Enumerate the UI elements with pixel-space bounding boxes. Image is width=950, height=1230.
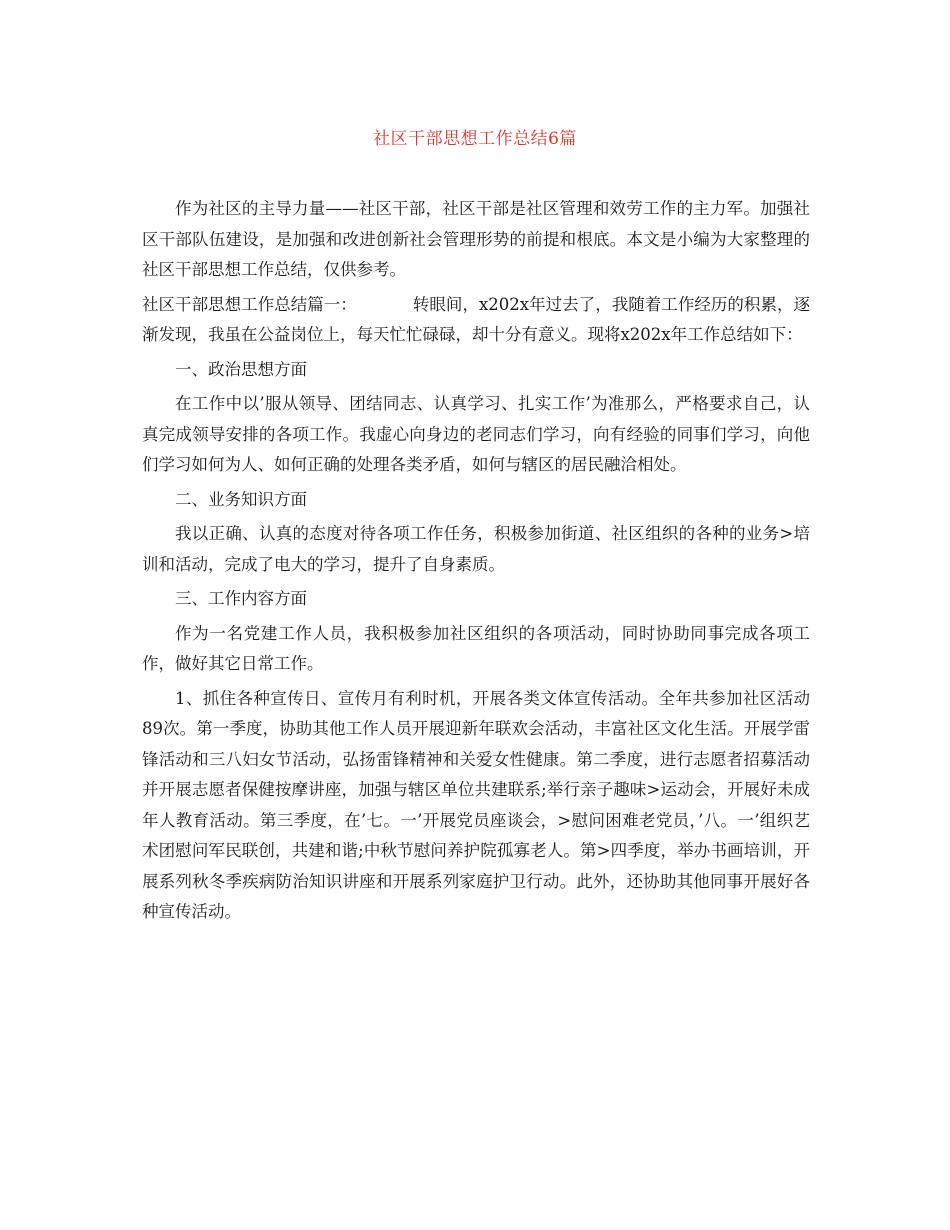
heading-work-content: 三、工作内容方面 bbox=[175, 589, 307, 608]
intro-paragraph: 作为社区的主导力量——社区干部，社区干部是社区管理和效劳工作的主力军。加强社区干部队伍建设，是加强和改进创新社会管理形势的前提和根底。本文是小编为大家整理的社区干部思想工作总结，仅供参考。 bbox=[142, 199, 810, 279]
paragraph-work-content: 作为一名党建工作人员，我积极参加社区组织的各项活动，同时协助同事完成各项工作，做好其它日常工作。 bbox=[142, 623, 810, 673]
heading-business: 二、业务知识方面 bbox=[175, 489, 307, 509]
section-one-paragraph bbox=[142, 290, 810, 351]
document-title: 社区干部思想工作总结6篇 bbox=[373, 129, 577, 149]
paragraph-business: 我以正确、认真的态度对待各项工作任务，积极参加街道、社区组织的各种的业务>培训和活动，完成了电大的学习，提升了自身素质。 bbox=[142, 524, 810, 574]
paragraph-activities: 1、抓住各种宣传日、宣传月有利时机，开展各类文体宣传活动。全年共参加社区活动89次。第一季度，协助其他工作人员开展迎新年联欢会活动，丰富社区文化生活。开展学雷锋活动和三八妇女节活动，弘扬雷锋精神和关爱女性健康。第二季度，进行志愿者招募活动并开展志愿者保健按摩讲座，加强与辖区单位共建联系;举行亲子趣味>运动会，开展好未成年人教育活动。第三季度，在’七。一’开展党员座谈会，>慰问困难老党员，’八。一’组织艺术团慰问军民联创，共建和谐;中秋节慰问养护院孤寡老人。第>四季度，举办书画培训，开展系列秋冬季疾病防治知识讲座和开展系列家庭护卫行动。此外，还协助其他同事开展好各种宣传活动。 bbox=[142, 688, 810, 921]
document-body bbox=[142, 194, 810, 932]
heading-political: 一、政治思想方面 bbox=[175, 359, 307, 379]
paragraph-political: 在工作中以’服从领导、团结同志、认真学习、扎实工作’为准那么，严格要求自己，认真完成领导安排的各项工作。我虚心向身边的老同志们学习，向有经验的同事们学习，向他们学习如何为人、如何正确的处理各类矛盾，如何与辖区的居民融洽相处。 bbox=[142, 394, 810, 474]
section-one-label: 社区干部思想工作总结篇一： bbox=[142, 294, 357, 314]
section-one-text: 转眼间，x202x年过去了，我随着工作经历的积累，逐渐发现，我虽在公益岗位上，每天忙忙碌碌，却十分有意义。现将x202x年工作总结如下： bbox=[142, 294, 811, 344]
